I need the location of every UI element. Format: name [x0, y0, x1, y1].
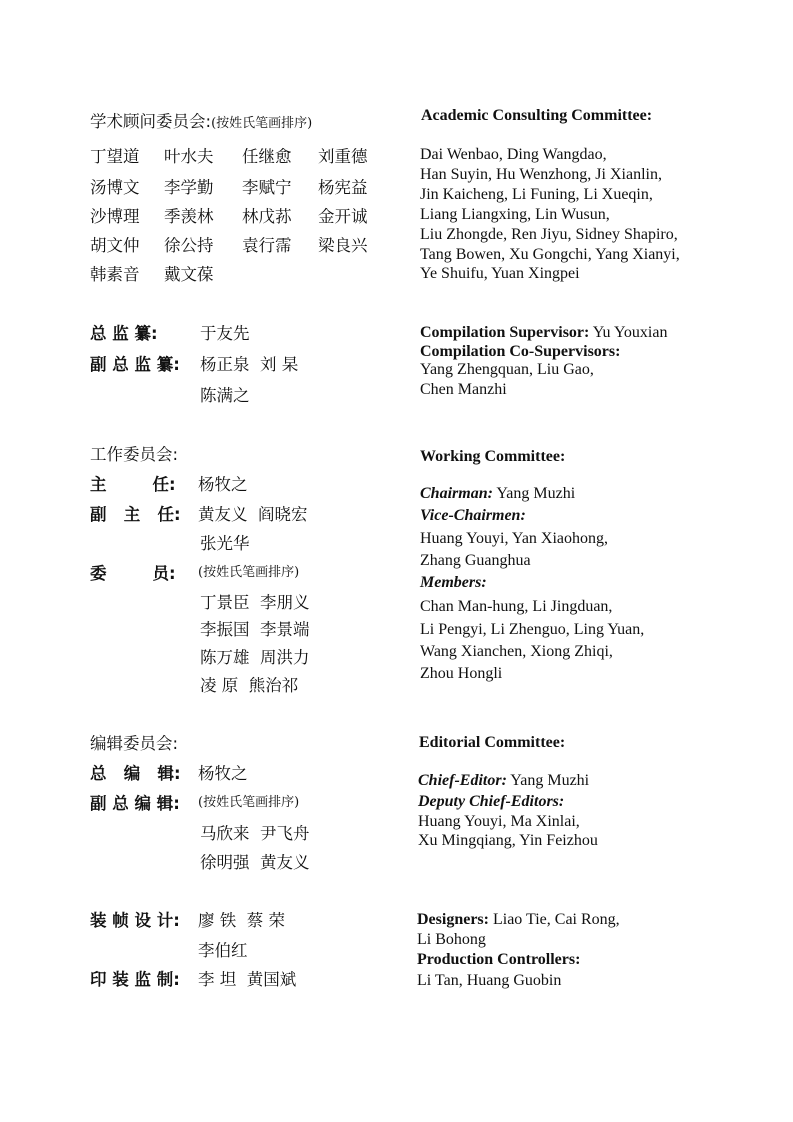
name: 李学勤 [164, 178, 214, 197]
academic-en-line: Han Suyin, Hu Wenzhong, Ji Xianlin, [420, 166, 662, 183]
working-cn-title: 工作委员会: [90, 445, 179, 464]
working-member-cn-row: 李振国 李景端 [200, 620, 310, 639]
working-vice-en-line: Huang Youyi, Yan Xiaohong, [420, 530, 609, 547]
academic-cn-heading [90, 114, 312, 131]
production-control-cn-row [90, 970, 297, 989]
editorial-deputy-cn-names: 马欣来 尹飞舟 [200, 824, 310, 843]
name: 任继愈 [242, 147, 292, 166]
name: 汤博文 [90, 178, 140, 197]
editorial-deputy-cn-label: 副 总 编 辑: [90, 794, 180, 813]
editorial-chief-en-label: Chief-Editor: [418, 772, 507, 789]
production-control-cn-label: 印 装 监 制: [90, 970, 180, 989]
designers-cn-names-2: 李伯红 [198, 941, 248, 960]
name: 徐公持 [164, 236, 214, 255]
editorial-chief-en-name: Yang Muzhi [506, 772, 590, 789]
working-en-title: Working Committee: [420, 448, 566, 465]
name: 林戊荪 [242, 207, 292, 226]
working-members-cn-row [90, 564, 300, 583]
designers-cn-row [90, 911, 285, 930]
editorial-en-title: Editorial Committee: [419, 734, 566, 751]
co-supervisor-en-line: Chen Manzhi [420, 381, 507, 398]
name: 袁行霈 [242, 236, 292, 255]
working-members-en-label: Members: [420, 574, 487, 591]
editorial-chief-en-row [418, 773, 589, 789]
editorial-chief-cn-label: 总 编 辑: [90, 764, 181, 783]
working-member-cn-row: 陈万雄 周洪力 [200, 648, 310, 667]
name: 金开诚 [318, 207, 368, 226]
working-chair-cn-label: 主 任: [90, 475, 176, 494]
working-chair-en-label: Chairman: [420, 485, 493, 502]
name: 丁望道 [90, 147, 140, 166]
academic-en-title: Academic Consulting Committee: [421, 107, 653, 124]
name: 季羡林 [164, 207, 214, 226]
academic-en-line: Jin Kaicheng, Li Funing, Li Xueqin, [420, 186, 653, 203]
working-members-cn-note: (按姓氏笔画排序) [198, 565, 300, 580]
name: 韩素音 [90, 265, 140, 284]
production-control-cn-names: 李 坦 黄国斌 [198, 970, 297, 989]
co-supervisor-en-label: Compilation Co-Supervisors: [420, 343, 621, 360]
editorial-deputy-cn-note: (按姓氏笔画排序) [198, 795, 300, 810]
designers-en-label: Designers: [417, 911, 489, 928]
name: 杨宪益 [318, 178, 368, 197]
working-vice-cn-label: 副 主 任: [90, 505, 181, 524]
designers-en-names: Liao Tie, Cai Rong, [488, 911, 620, 928]
production-control-en-line: Li Tan, Huang Guobin [417, 972, 562, 989]
working-member-en-line: Wang Xianchen, Xiong Zhiqi, [420, 643, 613, 660]
working-member-en-line: Li Pengyi, Li Zhenguo, Ling Yuan, [420, 621, 645, 638]
co-supervisor-cn-names: 杨正泉 刘 杲 [200, 355, 299, 374]
editorial-deputy-en-line: Xu Mingqiang, Yin Feizhou [418, 832, 598, 849]
supervisor-cn-name: 于友先 [200, 324, 250, 343]
name: 叶水夫 [164, 147, 214, 166]
working-chair-cn-name: 杨牧之 [198, 475, 248, 494]
supervisor-cn-row [90, 324, 250, 343]
supervisor-cn-label: 总 监 纂: [90, 324, 158, 343]
working-member-en-line: Zhou Hongli [420, 665, 503, 682]
editorial-chief-cn-name: 杨牧之 [198, 764, 248, 783]
working-chair-cn-row [90, 475, 248, 494]
academic-en-line: Liang Liangxing, Lin Wusun, [420, 206, 610, 223]
working-vice-en-label: Vice-Chairmen: [420, 507, 526, 524]
working-member-en-line: Chan Man-hung, Li Jingduan, [420, 598, 613, 615]
name: 沙博理 [90, 207, 140, 226]
working-vice-cn-names-2: 张光华 [200, 534, 250, 553]
supervisor-en-label: Compilation Supervisor: [420, 324, 590, 341]
designers-en-row [417, 912, 620, 928]
academic-en-line: Ye Shuifu, Yuan Xingpei [420, 265, 580, 282]
editorial-chief-cn-row [90, 764, 248, 783]
working-member-cn-row: 凌 原 熊治祁 [200, 676, 299, 695]
designers-en-line-2: Li Bohong [417, 931, 486, 948]
name: 刘重德 [318, 147, 368, 166]
editorial-deputy-en-label: Deputy Chief-Editors: [418, 793, 565, 810]
academic-en-line: Liu Zhongde, Ren Jiyu, Sidney Shapiro, [420, 226, 678, 243]
academic-en-line: Tang Bowen, Xu Gongchi, Yang Xianyi, [420, 246, 680, 263]
editorial-deputy-cn-row [90, 794, 300, 813]
editorial-deputy-cn-names: 徐明强 黄友义 [200, 853, 310, 872]
working-chair-en-row [420, 486, 575, 502]
production-control-en-label: Production Controllers: [417, 951, 581, 968]
working-chair-en-name: Yang Muzhi [492, 485, 576, 502]
name: 李赋宁 [242, 178, 292, 197]
editorial-cn-title: 编辑委员会: [90, 734, 179, 753]
co-supervisor-cn-names-2: 陈满之 [200, 386, 250, 405]
supervisor-en-name: Yu Youxian [589, 324, 668, 341]
designers-cn-names: 廖 铁 蔡 荣 [198, 911, 285, 930]
co-supervisor-cn-label: 副 总 监 纂: [90, 355, 180, 374]
academic-en-line: Dai Wenbao, Ding Wangdao, [420, 146, 607, 163]
co-supervisor-en-line: Yang Zhengquan, Liu Gao, [420, 361, 594, 378]
editorial-deputy-en-line: Huang Youyi, Ma Xinlai, [418, 813, 580, 830]
designers-cn-label: 装 帧 设 计: [90, 911, 180, 930]
working-vice-cn-names: 黄友义 阎晓宏 [198, 505, 308, 524]
name: 胡文仲 [90, 236, 140, 255]
working-vice-en-line: Zhang Guanghua [420, 552, 531, 569]
academic-cn-title: 学术顾问委员会: [90, 112, 212, 131]
name: 梁良兴 [318, 236, 368, 255]
working-member-cn-row: 丁景臣 李朋义 [200, 593, 310, 612]
working-vice-cn-row [90, 505, 308, 524]
co-supervisor-cn-row [90, 355, 299, 374]
working-members-cn-label: 委 员: [90, 564, 176, 583]
supervisor-en-row [420, 325, 667, 341]
academic-cn-note: (按姓氏笔画排序) [211, 116, 313, 131]
name: 戴文葆 [164, 265, 214, 284]
